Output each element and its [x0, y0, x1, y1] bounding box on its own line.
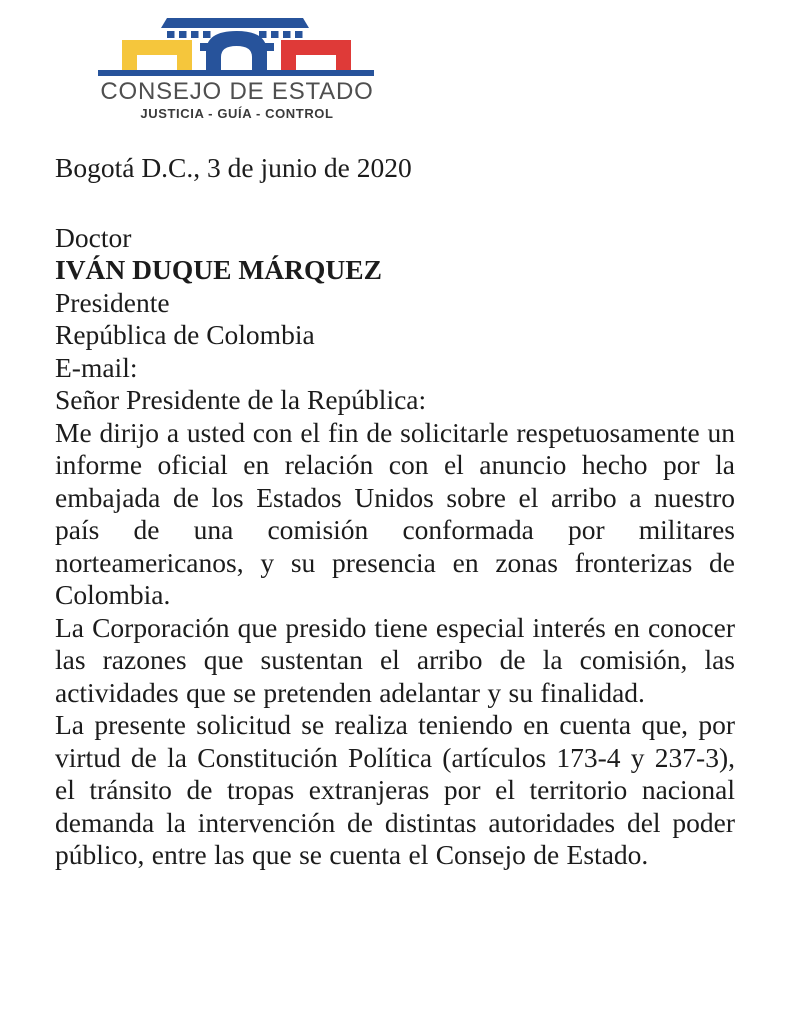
recipient-title: Doctor [55, 221, 132, 253]
recipient-entity: República de Colombia [55, 319, 315, 350]
consejo-de-estado-letterhead [97, 0, 377, 121]
recipient-block [55, 222, 735, 385]
consejo-de-estado-emblem-icon [97, 0, 377, 78]
paragraph-2: La Corporación que presido tiene especial interés en conocer las razones que sustentan el arribo de la comisión, las actividades que se pretenden adelantar y su finalidad. [55, 611, 735, 708]
paragraph-1: Me dirijo a usted con el fin de solicitarle respetuosamente un informe oficial en relación con el anuncio hecho por la embajada de los Estados Unidos sobre el arribo a nuestro país de una comisión conformada por militares norteamericanos, y su presencia en zonas fronterizas de Colombia. [55, 416, 735, 610]
logo-motto: JUSTICIA - GUÍA - CONTROL [140, 106, 334, 121]
emblem-red-arch-icon [281, 40, 351, 72]
recipient-name: IVÁN DUQUE MÁRQUEZ [55, 254, 382, 285]
letter-body [55, 152, 735, 872]
logo-org-name: CONSEJO DE ESTADO [100, 78, 374, 105]
emblem-yellow-arch-icon [122, 40, 192, 72]
emblem-roof-icon [161, 18, 309, 28]
recipient-email-label: E-mail: [55, 351, 138, 383]
date-line: Bogotá D.C., 3 de junio de 2020 [55, 152, 412, 183]
recipient-role: Presidente [55, 286, 170, 318]
emblem-frieze-dots-left-icon [167, 31, 211, 38]
emblem-frieze-dots-right-icon [259, 31, 303, 38]
salutation-line: Señor Presidente de la República: [55, 384, 427, 415]
paragraph-3: La presente solicitud se realiza teniendo en cuenta que, por virtud de la Constitución Política (artículos 173-4 y 237-3), el tránsito de tropas extranjeras por el territorio nacional demanda la intervención de distintas autoridades del poder público, entre las que se cuenta el Consejo de Estado. [55, 709, 735, 870]
emblem-baseline-icon [98, 70, 374, 76]
